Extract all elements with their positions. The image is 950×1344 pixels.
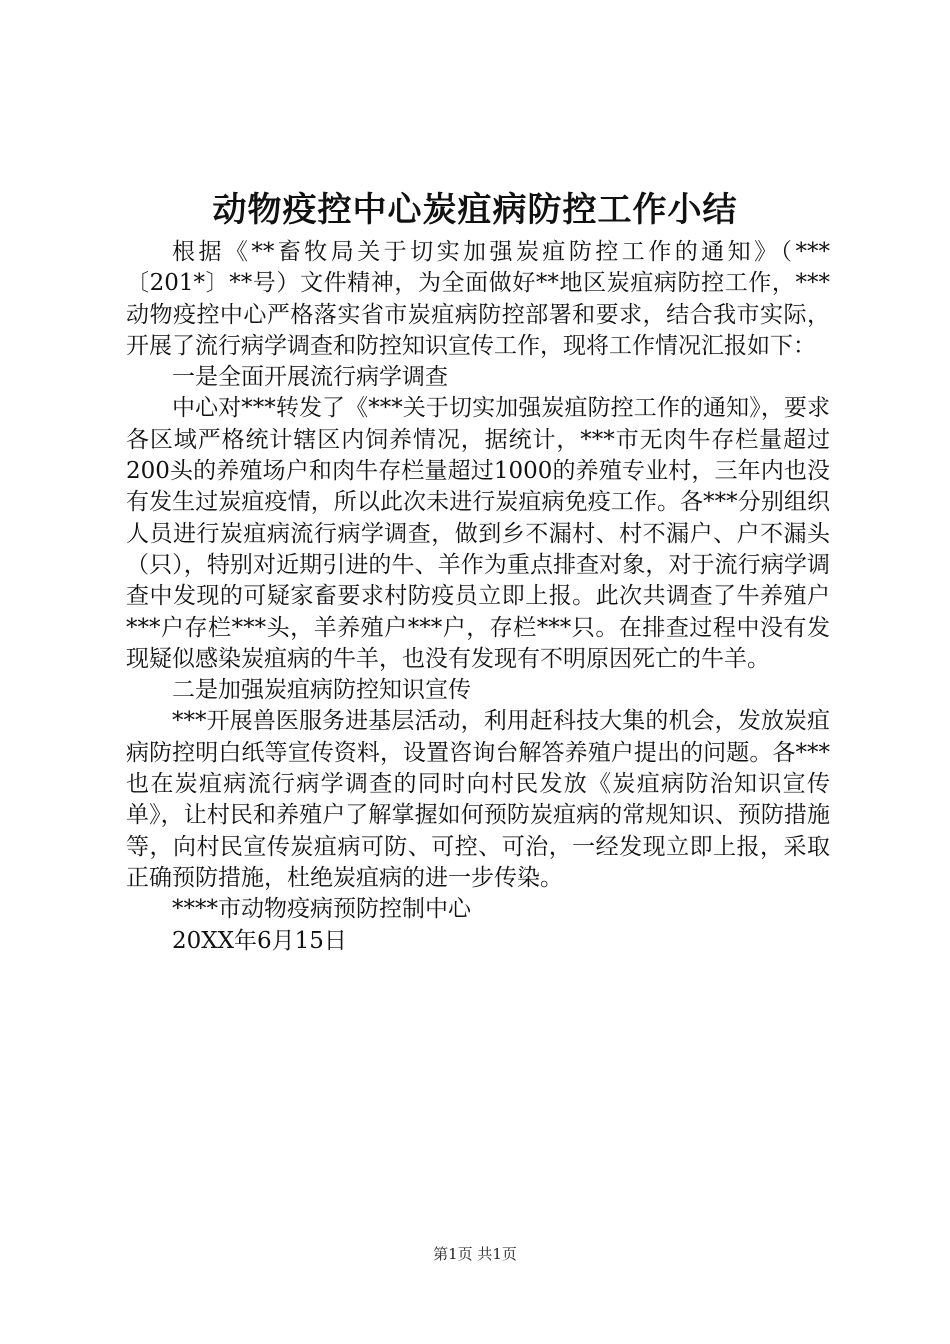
intro-paragraph: 根据《**畜牧局关于切实加强炭疽防控工作的通知》（***〔201*〕**号）文件精神，为全面做好**地区炭疽病防控工作，***动物疫控中心严格落实省市炭疽病防控部署和要求，结合我市实际，开展了流行病学调查和防控知识宣传工作，现将工作情况汇报如下： <box>126 239 830 359</box>
publicity-paragraph: ***开展兽医服务进基层活动，利用赶科技大集的机会，发放炭疽病防控明白纸等宣传资料，设置咨询台解答养殖户提出的问题。各***也在炭疽病流行病学调查的同时向村民发放《炭疽病防治知识宣传单》，让村民和养殖户了解掌握如何预防炭疽病的常规知识、预防措施等，向村民宣传炭疽病可防、可控、可治，一经发现立即上报，采取正确预防措施，杜绝炭疽病的进一步传染。 <box>126 708 830 891</box>
signature-date: 20XX年6月15日 <box>172 927 347 954</box>
signature-organization: ****市动物疫病预防控制中心 <box>172 896 471 923</box>
section-heading-survey: 一是全面开展流行病学调查 <box>172 364 448 391</box>
section-heading-publicity: 二是加强炭疽病防控知识宣传 <box>172 677 471 704</box>
document-body <box>126 237 830 957</box>
survey-paragraph: 中心对***转发了《***关于切实加强炭疽防控工作的通知》，要求各区域严格统计辖区内饲养情况，据统计，***市无肉牛存栏量超过200头的养殖场户和肉牛存栏量超过1000的养殖专业村，三年内也没有发生过炭疽疫情，所以此次未进行炭疽病免疫工作。各***分别组织人员进行炭疽病流行病学调查，做到乡不漏村、村不漏户、户不漏头（只），特别对近期引进的牛、羊作为重点排查对象，对于流行病学调查中发现的可疑家畜要求村防疫员立即上报。此次共调查了牛养殖户***户存栏***头，羊养殖户***户，存栏***只。在排查过程中没有发现疑似感染炭疽病的牛羊，也没有发现有不明原因死亡的牛羊。 <box>126 395 830 672</box>
document-title: 动物疫控中心炭疽病防控工作小结 <box>212 190 738 230</box>
page-number-footer: 第1页 共1页 <box>433 1245 517 1263</box>
